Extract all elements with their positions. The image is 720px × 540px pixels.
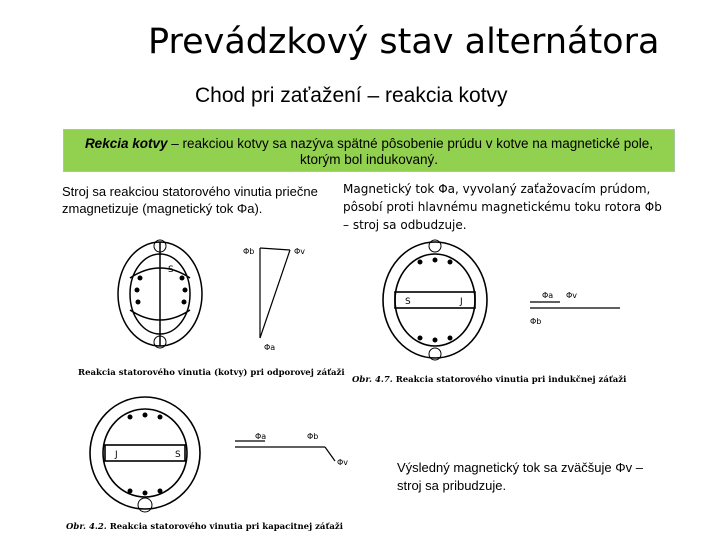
left-paragraph: Stroj sa reakciou statorového vinutia priečne zmagnetizuje (magnetický tok Φa).: [62, 184, 318, 216]
diagram-label-phia2: Φa: [542, 291, 554, 300]
diagram-label-phiv2: Φv: [566, 291, 578, 300]
caption-capacitive-label: Obr. 4.2.: [66, 522, 107, 532]
diagram-label-phib3: Φb: [307, 432, 319, 441]
caption-capacitive-text: Reakcia statorového vinutia pri kapacitnej záťaži: [109, 522, 343, 532]
caption-inductive-text: Reakcia statorového vinutia pri indukčnej záťaži: [395, 375, 627, 385]
definition-term: Rekcia kotvy: [84, 136, 168, 151]
right-paragraph: Magnetický tok Φa, vyvolaný zaťažovacím prúdom, pôsobí proti hlavnému magnetickému toku rotora Φb – stroj sa odbudzuje.: [343, 182, 662, 232]
diagram-label-phiv3: Φv: [337, 458, 349, 467]
page-title: Prevádzkový stav alternátora: [148, 22, 660, 62]
diagram-label-s3: S: [175, 450, 181, 460]
figure-capacitive-load: [85, 395, 355, 517]
definition-box: [63, 129, 675, 172]
definition-text: – reakciou kotvy sa nazýva spätné pôsobenie prúdu v kotve na magnetické pole, ktorým bol indukovaný.: [167, 136, 654, 167]
diagram-label-j2: J: [460, 297, 463, 307]
figure-inductive-load: [380, 240, 650, 370]
diagram-label-j3: J: [115, 450, 118, 460]
diagram-label-phiv1: Φv: [294, 247, 306, 256]
caption-resistive: Reakcia statorového vinutia (kotvy) pri odporovej záťaži: [78, 368, 345, 378]
diagram-label-s2: S: [405, 297, 411, 307]
diagram-label-phib1: Φb: [243, 247, 255, 256]
diagram-label-s1: S: [168, 265, 174, 275]
page-subtitle: Chod pri zaťažení – reakcia kotvy: [195, 84, 508, 107]
figure-resistive-load: [110, 238, 340, 373]
diagram-label-phia1: Φa: [264, 343, 276, 352]
diagram-label-phib2: Φb: [530, 317, 542, 326]
caption-inductive-label: Obr. 4.7.: [352, 375, 393, 385]
caption-capacitive: [66, 522, 343, 532]
caption-inductive: [352, 375, 626, 385]
bottom-paragraph: Výsledný magnetický tok sa zväčšuje Φv – stroj sa pribudzuje.: [397, 460, 643, 493]
diagram-label-phia3: Φa: [255, 432, 267, 441]
